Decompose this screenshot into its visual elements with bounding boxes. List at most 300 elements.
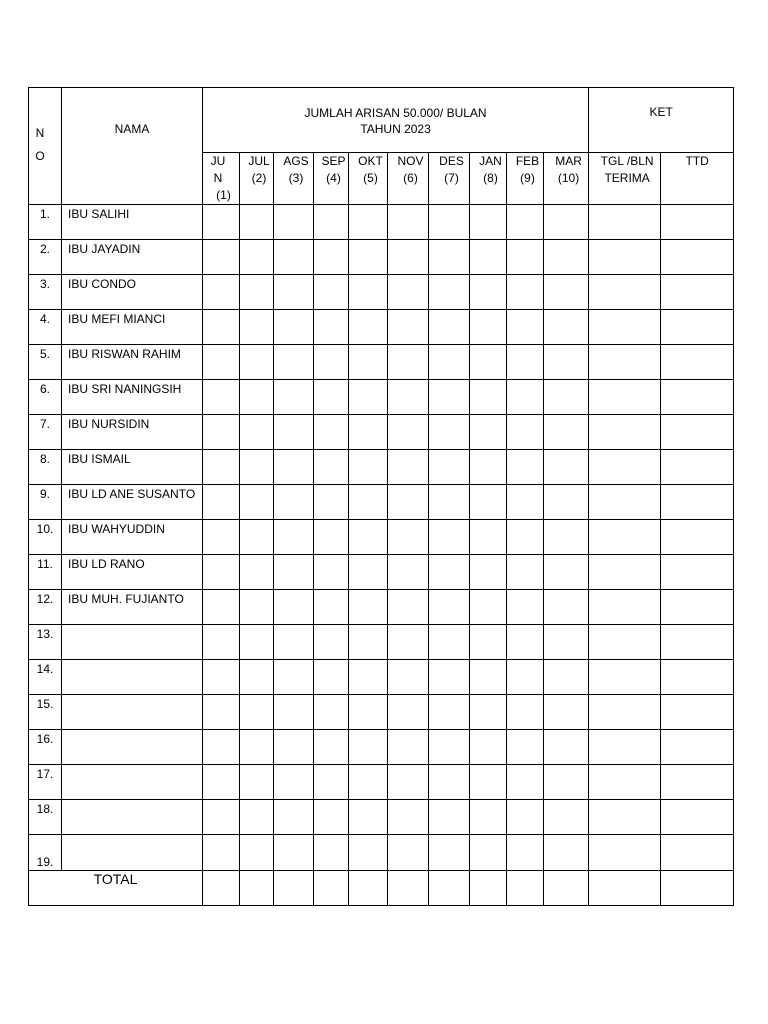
payment-cell[interactable]	[274, 660, 314, 695]
payment-cell[interactable]	[544, 240, 589, 275]
row-nama: IBU CONDO	[62, 275, 203, 310]
tgl-terima-cell[interactable]	[589, 240, 661, 275]
tgl-terima-cell[interactable]	[589, 730, 661, 765]
payment-cell[interactable]	[240, 835, 274, 871]
payment-cell[interactable]	[349, 625, 388, 660]
payment-cell[interactable]	[314, 485, 349, 520]
tgl-terima-cell[interactable]	[589, 590, 661, 625]
payment-cell[interactable]	[507, 520, 544, 555]
row-number: 19.	[29, 835, 62, 871]
payment-cell[interactable]	[274, 590, 314, 625]
payment-cell[interactable]	[429, 555, 470, 590]
payment-cell[interactable]	[349, 800, 388, 835]
header-month-label: DES	[439, 154, 464, 168]
header-month-label: SEP	[321, 154, 346, 168]
payment-cell[interactable]	[240, 205, 274, 240]
total-cell[interactable]	[589, 871, 661, 906]
ttd-cell[interactable]	[661, 590, 734, 625]
total-cell[interactable]	[388, 871, 429, 906]
payment-cell[interactable]	[429, 240, 470, 275]
table-row	[29, 310, 734, 345]
payment-cell[interactable]	[470, 205, 507, 240]
header-month-number: (1)	[216, 188, 231, 202]
payment-cell[interactable]	[240, 520, 274, 555]
payment-cell[interactable]	[544, 345, 589, 380]
payment-cell[interactable]	[314, 520, 349, 555]
table-row	[29, 275, 734, 310]
table-row	[29, 800, 734, 835]
payment-cell[interactable]	[388, 380, 429, 415]
payment-cell[interactable]	[240, 590, 274, 625]
payment-cell[interactable]	[507, 555, 544, 590]
ttd-cell[interactable]	[661, 520, 734, 555]
payment-cell[interactable]	[203, 555, 240, 590]
payment-cell[interactable]	[240, 345, 274, 380]
payment-cell[interactable]	[240, 310, 274, 345]
total-cell[interactable]	[314, 871, 349, 906]
row-nama	[62, 695, 203, 730]
payment-cell[interactable]	[507, 240, 544, 275]
ttd-cell[interactable]	[661, 765, 734, 800]
payment-cell[interactable]	[544, 485, 589, 520]
payment-cell[interactable]	[470, 520, 507, 555]
payment-cell[interactable]	[507, 380, 544, 415]
payment-cell[interactable]	[240, 555, 274, 590]
payment-cell[interactable]	[429, 590, 470, 625]
payment-cell[interactable]	[314, 730, 349, 765]
tgl-terima-cell[interactable]	[589, 520, 661, 555]
ttd-cell[interactable]	[661, 555, 734, 590]
payment-cell[interactable]	[203, 205, 240, 240]
payment-cell[interactable]	[240, 415, 274, 450]
payment-cell[interactable]	[240, 380, 274, 415]
tgl-terima-cell[interactable]	[589, 450, 661, 485]
payment-cell[interactable]	[349, 205, 388, 240]
payment-cell[interactable]	[203, 345, 240, 380]
payment-cell[interactable]	[203, 520, 240, 555]
payment-cell[interactable]	[470, 345, 507, 380]
payment-cell[interactable]	[314, 800, 349, 835]
total-cell[interactable]	[240, 871, 274, 906]
payment-cell[interactable]	[429, 485, 470, 520]
payment-cell[interactable]	[274, 625, 314, 660]
payment-cell[interactable]	[314, 450, 349, 485]
payment-cell[interactable]	[544, 450, 589, 485]
row-number: 14.	[29, 660, 62, 695]
ttd-cell[interactable]	[661, 380, 734, 415]
payment-cell[interactable]	[470, 380, 507, 415]
payment-cell[interactable]	[240, 625, 274, 660]
payment-cell[interactable]	[507, 765, 544, 800]
payment-cell[interactable]	[314, 205, 349, 240]
header-tgl-line1: TGL /BLN	[600, 154, 654, 168]
payment-cell[interactable]	[470, 240, 507, 275]
tgl-terima-cell[interactable]	[589, 345, 661, 380]
payment-cell[interactable]	[388, 800, 429, 835]
payment-cell[interactable]	[240, 660, 274, 695]
header-month-number: (5)	[363, 171, 378, 185]
row-number: 17.	[29, 765, 62, 800]
payment-cell[interactable]	[388, 695, 429, 730]
tgl-terima-cell[interactable]	[589, 660, 661, 695]
ttd-cell[interactable]	[661, 660, 734, 695]
header-month-9	[507, 153, 544, 205]
table-row	[29, 485, 734, 520]
payment-cell[interactable]	[240, 485, 274, 520]
payment-cell[interactable]	[429, 730, 470, 765]
payment-cell[interactable]	[274, 835, 314, 871]
row-nama: IBU ISMAIL	[62, 450, 203, 485]
payment-cell[interactable]	[349, 485, 388, 520]
payment-cell[interactable]	[544, 590, 589, 625]
ttd-cell[interactable]	[661, 205, 734, 240]
payment-cell[interactable]	[544, 310, 589, 345]
payment-cell[interactable]	[203, 485, 240, 520]
payment-cell[interactable]	[507, 695, 544, 730]
tgl-terima-cell[interactable]	[589, 800, 661, 835]
payment-cell[interactable]	[429, 205, 470, 240]
ttd-cell[interactable]	[661, 415, 734, 450]
payment-cell[interactable]	[544, 765, 589, 800]
payment-cell[interactable]	[349, 520, 388, 555]
payment-cell[interactable]	[240, 240, 274, 275]
header-jumlah-line2: TAHUN 2023	[360, 122, 431, 136]
payment-cell[interactable]	[388, 415, 429, 450]
payment-cell[interactable]	[203, 695, 240, 730]
table-row	[29, 380, 734, 415]
payment-cell[interactable]	[274, 310, 314, 345]
payment-cell[interactable]	[429, 800, 470, 835]
payment-cell[interactable]	[349, 345, 388, 380]
payment-cell[interactable]	[388, 625, 429, 660]
payment-cell[interactable]	[507, 205, 544, 240]
ttd-cell[interactable]	[661, 310, 734, 345]
table-row	[29, 240, 734, 275]
header-month-number: (2)	[251, 171, 267, 185]
total-cell[interactable]	[203, 871, 240, 906]
payment-cell[interactable]	[470, 415, 507, 450]
payment-cell[interactable]	[314, 380, 349, 415]
payment-cell[interactable]	[203, 660, 240, 695]
header-month-label: MAR	[555, 154, 582, 168]
payment-cell[interactable]	[388, 240, 429, 275]
row-number: 4.	[29, 310, 62, 345]
payment-cell[interactable]	[388, 835, 429, 871]
payment-cell[interactable]	[470, 800, 507, 835]
payment-cell[interactable]	[429, 765, 470, 800]
payment-cell[interactable]	[388, 660, 429, 695]
table-row	[29, 345, 734, 380]
table-row	[29, 555, 734, 590]
payment-cell[interactable]	[274, 485, 314, 520]
payment-cell[interactable]	[470, 275, 507, 310]
payment-cell[interactable]	[274, 800, 314, 835]
payment-cell[interactable]	[429, 310, 470, 345]
ttd-cell[interactable]	[661, 275, 734, 310]
payment-cell[interactable]	[507, 660, 544, 695]
payment-cell[interactable]	[203, 380, 240, 415]
payment-cell[interactable]	[544, 660, 589, 695]
payment-cell[interactable]	[203, 800, 240, 835]
payment-cell[interactable]	[314, 415, 349, 450]
payment-cell[interactable]	[203, 835, 240, 871]
payment-cell[interactable]	[507, 485, 544, 520]
payment-cell[interactable]	[507, 345, 544, 380]
payment-cell[interactable]	[388, 310, 429, 345]
payment-cell[interactable]	[507, 450, 544, 485]
payment-cell[interactable]	[544, 415, 589, 450]
tgl-terima-cell[interactable]	[589, 380, 661, 415]
payment-cell[interactable]	[429, 625, 470, 660]
row-nama	[62, 800, 203, 835]
payment-cell[interactable]	[203, 730, 240, 765]
payment-cell[interactable]	[240, 730, 274, 765]
payment-cell[interactable]	[544, 695, 589, 730]
payment-cell[interactable]	[470, 835, 507, 871]
payment-cell[interactable]	[429, 380, 470, 415]
payment-cell[interactable]	[349, 275, 388, 310]
payment-cell[interactable]	[388, 765, 429, 800]
header-nama: NAMA	[62, 88, 203, 205]
total-cell[interactable]	[470, 871, 507, 906]
tgl-terima-cell[interactable]	[589, 625, 661, 660]
row-nama: IBU JAYADIN	[62, 240, 203, 275]
row-number: 6.	[29, 380, 62, 415]
payment-cell[interactable]	[507, 800, 544, 835]
payment-cell[interactable]	[274, 520, 314, 555]
header-ttd: TTD	[661, 153, 734, 205]
payment-cell[interactable]	[507, 730, 544, 765]
total-row	[29, 871, 734, 906]
tgl-terima-cell[interactable]	[589, 205, 661, 240]
payment-cell[interactable]	[349, 555, 388, 590]
ttd-cell[interactable]	[661, 730, 734, 765]
header-month-10	[544, 153, 589, 205]
payment-cell[interactable]	[388, 555, 429, 590]
payment-cell[interactable]	[274, 695, 314, 730]
payment-cell[interactable]	[314, 275, 349, 310]
table-row	[29, 590, 734, 625]
payment-cell[interactable]	[429, 415, 470, 450]
total-cell[interactable]	[349, 871, 388, 906]
payment-cell[interactable]	[203, 765, 240, 800]
payment-cell[interactable]	[429, 345, 470, 380]
total-cell[interactable]	[429, 871, 470, 906]
header-month-label: AGS	[283, 154, 309, 168]
payment-cell[interactable]	[349, 415, 388, 450]
payment-cell[interactable]	[240, 765, 274, 800]
payment-cell[interactable]	[349, 695, 388, 730]
row-nama: IBU MUH. FUJIANTO	[62, 590, 203, 625]
payment-cell[interactable]	[349, 310, 388, 345]
payment-cell[interactable]	[429, 660, 470, 695]
payment-cell[interactable]	[274, 205, 314, 240]
payment-cell[interactable]	[507, 415, 544, 450]
tgl-terima-cell[interactable]	[589, 485, 661, 520]
payment-cell[interactable]	[240, 275, 274, 310]
payment-cell[interactable]	[507, 835, 544, 871]
payment-cell[interactable]	[544, 730, 589, 765]
payment-cell[interactable]	[470, 625, 507, 660]
payment-cell[interactable]	[240, 450, 274, 485]
row-number: 13.	[29, 625, 62, 660]
ttd-cell[interactable]	[661, 800, 734, 835]
header-ket: KET	[589, 88, 734, 153]
payment-cell[interactable]	[314, 555, 349, 590]
header-month-label: JAN	[479, 154, 502, 168]
row-nama: IBU RISWAN RAHIM	[62, 345, 203, 380]
row-number: 5.	[29, 345, 62, 380]
table-row	[29, 415, 734, 450]
payment-cell[interactable]	[470, 450, 507, 485]
table-row	[29, 765, 734, 800]
payment-cell[interactable]	[470, 485, 507, 520]
ttd-cell[interactable]	[661, 695, 734, 730]
payment-cell[interactable]	[274, 275, 314, 310]
payment-cell[interactable]	[388, 730, 429, 765]
payment-cell[interactable]	[274, 765, 314, 800]
payment-cell[interactable]	[349, 240, 388, 275]
payment-cell[interactable]	[388, 590, 429, 625]
payment-cell[interactable]	[470, 695, 507, 730]
header-month-8	[470, 153, 507, 205]
payment-cell[interactable]	[429, 275, 470, 310]
payment-cell[interactable]	[388, 520, 429, 555]
table-row	[29, 660, 734, 695]
row-number: 2.	[29, 240, 62, 275]
row-number: 8.	[29, 450, 62, 485]
payment-cell[interactable]	[349, 450, 388, 485]
payment-cell[interactable]	[429, 450, 470, 485]
header-month-number: (9)	[520, 171, 535, 185]
ttd-cell[interactable]	[661, 450, 734, 485]
tgl-terima-cell[interactable]	[589, 695, 661, 730]
payment-cell[interactable]	[274, 415, 314, 450]
payment-cell[interactable]	[507, 275, 544, 310]
payment-cell[interactable]	[274, 730, 314, 765]
payment-cell[interactable]	[314, 835, 349, 871]
payment-cell[interactable]	[203, 415, 240, 450]
payment-cell[interactable]	[203, 240, 240, 275]
payment-cell[interactable]	[349, 380, 388, 415]
payment-cell[interactable]	[274, 555, 314, 590]
payment-cell[interactable]	[544, 205, 589, 240]
row-nama: IBU SALIHI	[62, 205, 203, 240]
payment-cell[interactable]	[314, 345, 349, 380]
payment-cell[interactable]	[429, 835, 470, 871]
payment-cell[interactable]	[429, 520, 470, 555]
payment-cell[interactable]	[349, 660, 388, 695]
payment-cell[interactable]	[349, 765, 388, 800]
tgl-terima-cell[interactable]	[589, 555, 661, 590]
payment-cell[interactable]	[507, 590, 544, 625]
tgl-terima-cell[interactable]	[589, 765, 661, 800]
row-nama: IBU NURSIDIN	[62, 415, 203, 450]
payment-cell[interactable]	[470, 590, 507, 625]
payment-cell[interactable]	[314, 695, 349, 730]
header-month-6	[388, 153, 429, 205]
payment-cell[interactable]	[274, 380, 314, 415]
payment-cell[interactable]	[544, 555, 589, 590]
payment-cell[interactable]	[507, 625, 544, 660]
payment-cell[interactable]	[274, 240, 314, 275]
payment-cell[interactable]	[314, 660, 349, 695]
payment-cell[interactable]	[314, 765, 349, 800]
header-month-number: (10)	[557, 171, 580, 185]
header-month-number: (7)	[444, 171, 459, 185]
payment-cell[interactable]	[314, 590, 349, 625]
payment-cell[interactable]	[388, 450, 429, 485]
table-row	[29, 835, 734, 871]
payment-cell[interactable]	[314, 240, 349, 275]
total-cell[interactable]	[544, 871, 589, 906]
tgl-terima-cell[interactable]	[589, 835, 661, 871]
row-number: 7.	[29, 415, 62, 450]
payment-cell[interactable]	[544, 275, 589, 310]
header-no	[29, 88, 62, 205]
payment-cell[interactable]	[429, 695, 470, 730]
ttd-cell[interactable]	[661, 240, 734, 275]
row-number: 15.	[29, 695, 62, 730]
total-cell[interactable]	[507, 871, 544, 906]
payment-cell[interactable]	[314, 310, 349, 345]
payment-cell[interactable]	[349, 730, 388, 765]
payment-cell[interactable]	[203, 625, 240, 660]
row-nama: IBU WAHYUDDIN	[62, 520, 203, 555]
payment-cell[interactable]	[544, 625, 589, 660]
payment-cell[interactable]	[203, 275, 240, 310]
payment-cell[interactable]	[203, 590, 240, 625]
tgl-terima-cell[interactable]	[589, 275, 661, 310]
tgl-terima-cell[interactable]	[589, 310, 661, 345]
tgl-terima-cell[interactable]	[589, 415, 661, 450]
payment-cell[interactable]	[314, 625, 349, 660]
payment-cell[interactable]	[470, 310, 507, 345]
total-cell[interactable]	[661, 871, 734, 906]
header-month-label: OKT	[358, 154, 383, 168]
payment-cell[interactable]	[240, 695, 274, 730]
payment-cell[interactable]	[544, 800, 589, 835]
header-month-number: (6)	[403, 171, 418, 185]
ttd-cell[interactable]	[661, 485, 734, 520]
payment-cell[interactable]	[274, 450, 314, 485]
payment-cell[interactable]	[470, 765, 507, 800]
payment-cell[interactable]	[544, 520, 589, 555]
payment-cell[interactable]	[349, 835, 388, 871]
row-number: 10.	[29, 520, 62, 555]
ttd-cell[interactable]	[661, 625, 734, 660]
payment-cell[interactable]	[388, 205, 429, 240]
payment-cell[interactable]	[470, 555, 507, 590]
payment-cell[interactable]	[274, 345, 314, 380]
payment-cell[interactable]	[240, 800, 274, 835]
payment-cell[interactable]	[203, 450, 240, 485]
payment-cell[interactable]	[507, 310, 544, 345]
payment-cell[interactable]	[470, 730, 507, 765]
payment-cell[interactable]	[470, 660, 507, 695]
payment-cell[interactable]	[203, 310, 240, 345]
payment-cell[interactable]	[544, 380, 589, 415]
total-cell[interactable]	[274, 871, 314, 906]
header-jumlah	[203, 88, 589, 153]
payment-cell[interactable]	[544, 835, 589, 871]
payment-cell[interactable]	[388, 485, 429, 520]
ttd-cell[interactable]	[661, 835, 734, 871]
payment-cell[interactable]	[388, 275, 429, 310]
payment-cell[interactable]	[349, 590, 388, 625]
payment-cell[interactable]	[388, 345, 429, 380]
ttd-cell[interactable]	[661, 345, 734, 380]
